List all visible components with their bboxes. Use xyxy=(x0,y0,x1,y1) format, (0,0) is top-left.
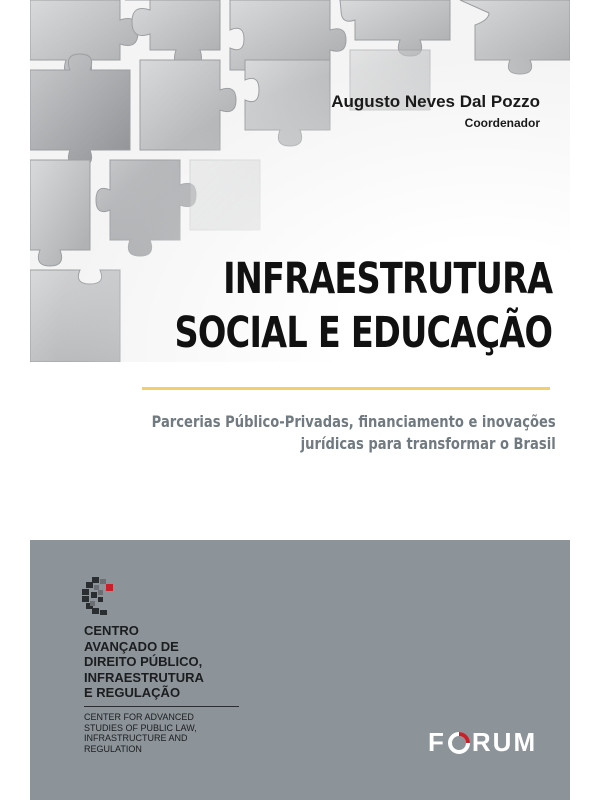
subtitle-line-2: jurídicas para transformar o Brasil xyxy=(300,434,556,453)
publisher-letters-left: F xyxy=(428,727,446,757)
book-title xyxy=(174,252,552,360)
publisher-o-icon xyxy=(447,731,471,755)
center-name-line: AVANÇADO DE xyxy=(84,638,179,654)
center-english-line: REGULATION xyxy=(84,743,142,754)
center-english-line: STUDIES OF PUBLIC LAW, xyxy=(84,722,197,733)
center-english-name xyxy=(84,712,197,754)
center-english-line: CENTER FOR ADVANCED xyxy=(84,712,194,722)
book-subtitle xyxy=(152,411,556,455)
center-name-line: E REGULAÇÃO xyxy=(84,685,181,700)
center-name-line: INFRAESTRUTURA xyxy=(84,669,204,685)
center-english-line: INFRASTRUCTURE AND xyxy=(84,733,188,743)
center-name xyxy=(84,623,204,701)
book-cover xyxy=(30,0,570,800)
center-divider xyxy=(84,706,239,707)
center-logo-icon xyxy=(82,577,114,615)
title-line-2: SOCIAL E EDUCAÇÃO xyxy=(174,308,552,358)
publisher-logo xyxy=(428,727,537,758)
accent-rule xyxy=(142,387,550,390)
title-line-1: INFRAESTRUTURA xyxy=(222,254,552,304)
author-role: Coordenador xyxy=(464,116,540,130)
center-name-line: CENTRO xyxy=(84,623,139,638)
publisher-letters-right: RUM xyxy=(471,727,538,757)
center-name-line: DIREITO PÚBLICO, xyxy=(84,654,203,669)
author-name: Augusto Neves Dal Pozzo xyxy=(331,92,540,111)
subtitle-line-1: Parcerias Público-Privadas, financiamento e inovações xyxy=(151,412,556,431)
